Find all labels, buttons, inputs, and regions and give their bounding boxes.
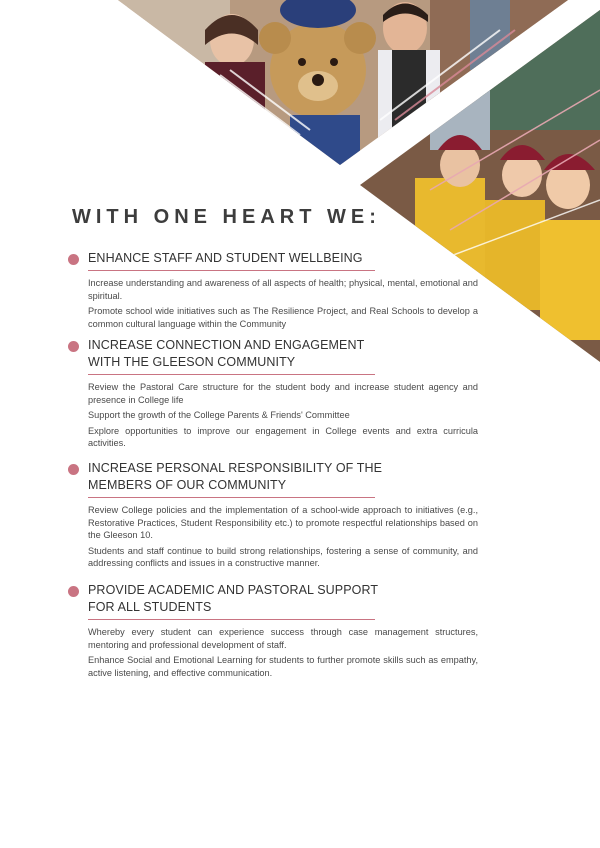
bullet-icon [68, 341, 79, 352]
section-divider [88, 619, 375, 620]
bullet-icon [68, 586, 79, 597]
page-title: WITH ONE HEART WE: [72, 206, 381, 228]
bullet-icon [68, 464, 79, 475]
section-divider [88, 497, 375, 498]
section-paragraph: Enhance Social and Emotional Learning for students to further promote skills such as empathy, active listening, and effective communication. [88, 655, 478, 678]
section-paragraph: Students and staff continue to build strong relationships, fostering a sense of community, and addressing conflicts and issues in a constructive manner. [88, 545, 478, 569]
bullet-icon [68, 254, 79, 265]
section-heading: ENHANCE STAFF AND STUDENT WELLBEING [88, 251, 363, 265]
section-support [66, 582, 486, 679]
section-wellbeing [66, 250, 486, 330]
section-paragraph: Whereby every student can experience success through case management structures, mentoring and professional development of staff. [88, 627, 478, 650]
section-paragraph: Review College policies and the implementation of a school-wide approach to initiatives (e.g., Restorative Practices, Student Responsibility etc.) to promote respectful relationships based on the Gleeson 10. [88, 505, 478, 541]
section-paragraph: Explore opportunities to improve our engagement in College events and extra curricula activities. [88, 425, 478, 449]
section-connection [66, 337, 486, 450]
section-heading: INCREASE CONNECTION AND ENGAGEMENT WITH THE GLEESON COMMUNITY [88, 338, 365, 369]
section-paragraph: Review the Pastoral Care structure for the student body and increase student agency and presence in College life [88, 382, 478, 405]
section-divider [88, 374, 375, 375]
section-heading: INCREASE PERSONAL RESPONSIBILITY OF THE MEMBERS OF OUR COMMUNITY [88, 461, 383, 492]
section-paragraph: Support the growth of the College Parents & Friends' Committee [88, 410, 350, 421]
section-paragraph: Increase understanding and awareness of all aspects of health; physical, mental, emotional and spiritual. [88, 278, 478, 301]
section-paragraph: Promote school wide initiatives such as The Resilience Project, and Real Schools to develop a common cultural language within the Community [88, 306, 478, 329]
section-responsibility [66, 460, 486, 570]
section-heading: PROVIDE ACADEMIC AND PASTORAL SUPPORT FOR ALL STUDENTS [88, 583, 379, 614]
section-divider [88, 270, 375, 271]
